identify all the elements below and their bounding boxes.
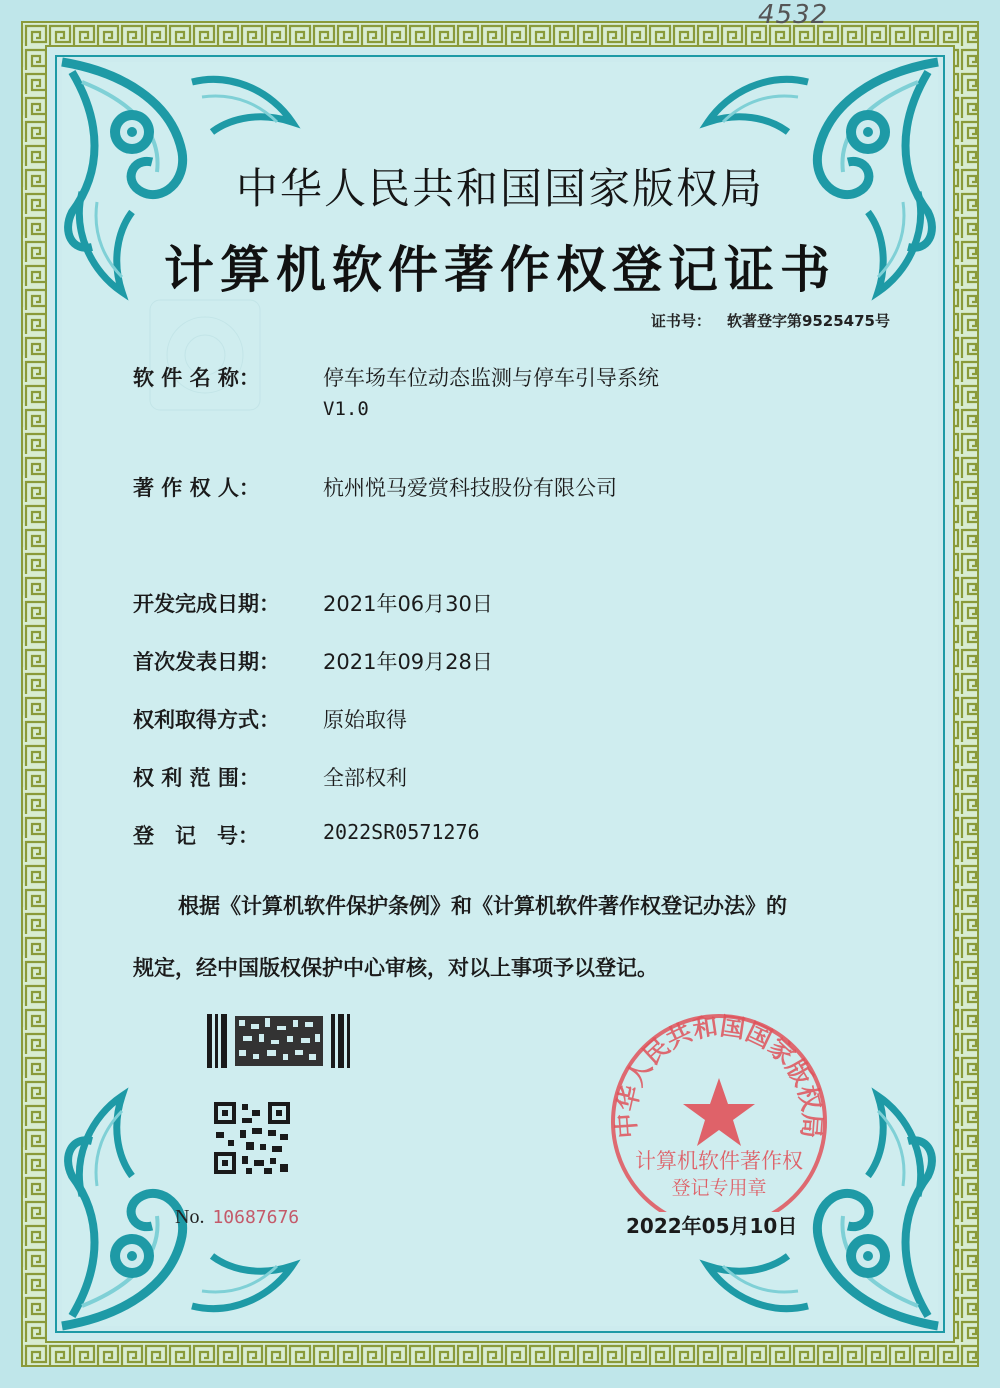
field-value: 2021年09月28日	[323, 650, 493, 674]
qr-code	[212, 1100, 292, 1176]
issue-date: 2022年05月10日	[626, 1214, 798, 1238]
seal-inner-line-2: 登记专用章	[671, 1177, 767, 1199]
field-label: 权 利 范 围：	[133, 766, 260, 790]
field-label: 登 记 号：	[133, 824, 259, 848]
software-version-value: V1.0	[323, 398, 369, 420]
serial-number	[175, 1206, 299, 1229]
field-label: 著 作 权 人：	[133, 476, 260, 500]
official-seal	[604, 1012, 834, 1212]
barcode	[205, 1012, 355, 1070]
statement-line-2: 规定，经中国版权保护中心审核，对以上事项予以登记。	[133, 956, 658, 980]
seal-inner-line-1: 计算机软件著作权	[635, 1149, 803, 1173]
field-value: 2022SR0571276	[323, 820, 480, 844]
certificate-number-label: 证书号：	[650, 312, 711, 330]
certificate-number	[651, 310, 890, 331]
serial-number-label: No.	[175, 1206, 205, 1228]
field-value: 2021年06月30日	[323, 592, 493, 616]
field-value: 杭州悦马爱赏科技股份有限公司	[323, 476, 617, 500]
seal-outer-text: 中华人民共和国国家版权局	[611, 1012, 827, 1140]
software-name-value: 停车场车位动态监测与停车引导系统	[323, 366, 659, 390]
field-label: 权利取得方式：	[133, 708, 280, 732]
serial-number-value: 10687676	[212, 1207, 300, 1228]
issuer-heading: 中华人民共和国国家版权局	[235, 164, 764, 213]
field-value	[323, 362, 659, 420]
certificate-number-value: 软著登字第9525475号	[726, 312, 890, 330]
field-value: 原始取得	[323, 708, 407, 732]
seal-star	[683, 1078, 755, 1146]
field-value: 全部权利	[323, 766, 407, 790]
certificate-title: 计算机软件著作权登记证书	[164, 240, 836, 299]
statement-line-1: 根据《计算机软件保护条例》和《计算机软件著作权登记办法》的	[178, 894, 787, 918]
field-label: 开发完成日期：	[133, 592, 280, 616]
field-label: 首次发表日期：	[133, 650, 280, 674]
handwritten-mark: 4532	[758, 0, 829, 30]
field-label: 软 件 名 称：	[133, 366, 260, 390]
